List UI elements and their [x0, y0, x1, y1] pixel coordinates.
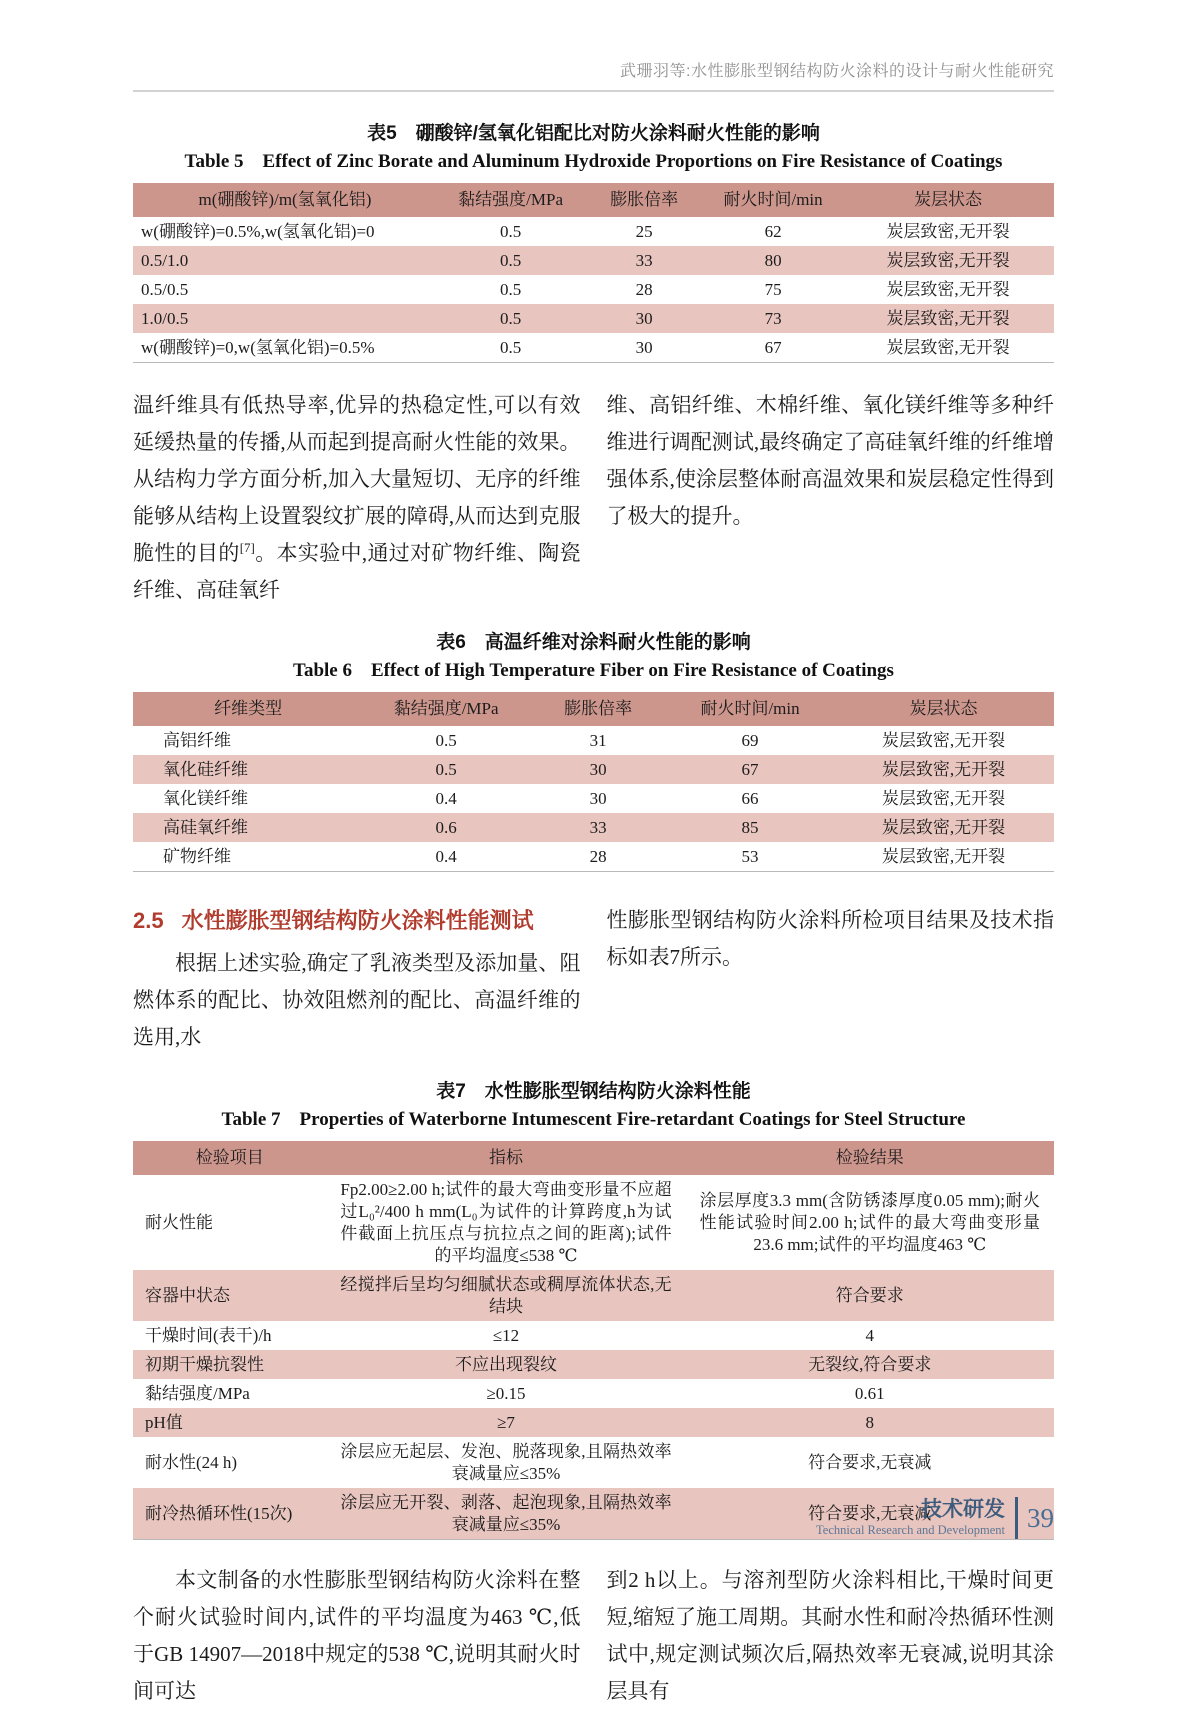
- column-header: 炭层状态: [833, 692, 1054, 726]
- table-cell: 高铝纤维: [163, 730, 231, 750]
- table-7: [133, 1141, 1054, 1540]
- table6-caption-zh: 表6 高温纤维对涂料耐火性能的影响: [436, 632, 751, 653]
- table-cell: 符合要求,无衰减: [686, 1488, 1054, 1540]
- right-column: [607, 902, 1055, 1056]
- column-header: 检验结果: [686, 1141, 1054, 1175]
- table7-caption-zh: 表7 水性膨胀型钢结构防火涂料性能: [436, 1081, 751, 1102]
- table-cell: 0.6: [363, 813, 529, 842]
- table-cell: Fp2.00≥2.00 h;试件的最大弯曲变形量不应超过L₀²/400 h mm(L₀为试件的计算跨度,h为试件截面上抗压点与抗拉点之间的距离);试件的平均温度≤538 ℃: [340, 1179, 672, 1265]
- table-row: [133, 726, 1054, 755]
- table-cell: 不应出现裂纹: [326, 1350, 685, 1379]
- table-row: [133, 784, 1054, 813]
- paragraph-closing-left: 本文制备的水性膨胀型钢结构防火涂料在整个耐火试验时间内,试件的平均温度为463 ℃,低于GB 14907—2018中规定的538 ℃,说明其耐火时间可达: [133, 1568, 581, 1703]
- table-cell: 67: [667, 755, 833, 784]
- table-6: [133, 692, 1054, 872]
- table-cell: 53: [741, 846, 759, 866]
- table-cell: 4: [865, 1325, 875, 1345]
- table-cell: 矿物纤维: [163, 846, 231, 866]
- table-cell: 耐火性能: [145, 1212, 213, 1232]
- column-header: 纤维类型: [133, 692, 363, 726]
- table-cell: 31: [589, 730, 607, 750]
- table-cell: 0.4: [435, 788, 457, 808]
- table-cell: 25: [635, 221, 653, 241]
- table-cell: 容器中状态: [133, 1270, 326, 1321]
- footer-section-en: Technical Research and Development: [816, 1523, 1005, 1537]
- table-cell: 30: [529, 755, 667, 784]
- footer-divider-bar: [1015, 1497, 1018, 1539]
- table-cell: 0.5/0.5: [141, 279, 189, 299]
- table-cell: 33: [529, 813, 667, 842]
- table-cell: ≥7: [326, 1408, 685, 1437]
- text-block-fibers: [133, 387, 1054, 609]
- column-header: 耐火时间/min: [667, 692, 833, 726]
- table6-caption-en: Table 6 Effect of High Temperature Fiber on Fire Resistance of Coatings: [293, 660, 894, 681]
- table-cell: 67: [764, 337, 782, 357]
- table-cell: 0.5: [435, 730, 457, 750]
- table-cell: 初期干燥抗裂性: [133, 1350, 326, 1379]
- running-head: 武珊羽等:水性膨胀型钢结构防火涂料的设计与耐火性能研究: [133, 58, 1054, 92]
- table-row: [133, 1408, 1054, 1437]
- column-header: 黏结强度/MPa: [437, 183, 584, 217]
- table-cell: 33: [584, 246, 704, 275]
- right-column: [607, 1562, 1055, 1710]
- table-cell: 69: [741, 730, 759, 750]
- table-header-row: [133, 692, 1054, 726]
- table-cell: 30: [635, 337, 653, 357]
- table5-caption-en: Table 5 Effect of Zinc Borate and Aluminum Hydroxide Proportions on Fire Resistance of Coatings: [184, 151, 1003, 172]
- table-cell: 炭层致密,无开裂: [881, 846, 1006, 866]
- table-cell: 炭层致密,无开裂: [842, 246, 1054, 275]
- table-cell: 30: [584, 304, 704, 333]
- table-cell: 炭层致密,无开裂: [842, 304, 1054, 333]
- paragraph-text: 温纤维具有低热导率,优异的热稳定性,可以有效延缓热量的传播,从而起到提高耐火性能的效果。从结构力学方面分析,加入大量短切、无序的纤维能够从结构上设置裂纹扩展的障碍,从而达到克服脆性的目的: [133, 393, 581, 565]
- table-row: [133, 842, 1054, 872]
- left-column: [133, 387, 581, 609]
- table-cell: 0.5/1.0: [133, 246, 437, 275]
- table-cell: pH值: [133, 1408, 326, 1437]
- table-cell: w(硼酸锌)=0,w(氢氧化铝)=0.5%: [141, 337, 375, 357]
- table-cell: 28: [589, 846, 607, 866]
- table-cell: 28: [635, 279, 653, 299]
- table-cell: 符合要求: [686, 1270, 1054, 1321]
- table-cell: 8: [686, 1408, 1054, 1437]
- left-column: [133, 1562, 581, 1710]
- table-cell: 62: [764, 221, 782, 241]
- table-cell: 0.4: [435, 846, 457, 866]
- table-cell: 75: [764, 279, 782, 299]
- table-cell: 经搅拌后呈均匀细腻状态或稠厚流体状态,无结块: [326, 1270, 685, 1321]
- column-header: 炭层状态: [842, 183, 1054, 217]
- table-cell: 0.5: [437, 304, 584, 333]
- paragraph-fiber-right: 维、高铝纤维、木棉纤维、氧化镁纤维等多种纤维进行调配测试,最终确定了高硅氧纤维的纤维增强体系,使涂层整体耐高温效果和炭层稳定性得到了极大的提升。: [606, 393, 1054, 528]
- table-cell: 80: [704, 246, 842, 275]
- table-header-row: [133, 183, 1054, 217]
- left-column: [133, 902, 581, 1056]
- right-column: [607, 387, 1055, 609]
- table-row: [133, 246, 1054, 275]
- column-header: 膨胀倍率: [529, 692, 667, 726]
- table-5: [133, 183, 1054, 363]
- table-row: [133, 1175, 1054, 1270]
- table-cell: 73: [704, 304, 842, 333]
- table-row: [133, 275, 1054, 304]
- page-footer: [816, 1497, 1054, 1539]
- table-cell: 耐冷热循环性(15次): [133, 1488, 326, 1540]
- paragraph-text: 。本实验中,通过对矿物纤维、陶瓷纤维、高硅氧纤: [133, 541, 581, 602]
- footer-labels: [816, 1498, 1005, 1538]
- paragraph-fiber-left: [133, 387, 581, 609]
- table-cell: 氧化镁纤维: [163, 788, 248, 808]
- text-block-section25: [133, 902, 1054, 1056]
- table-row: [133, 755, 1054, 784]
- table-row: [133, 304, 1054, 333]
- table-cell: 涂层应无起层、发泡、脱落现象,且隔热效率衰减量应≤35%: [340, 1441, 672, 1483]
- page-number: 39: [1027, 1502, 1054, 1533]
- column-header: 耐火时间/min: [704, 183, 842, 217]
- text-block-closing: [133, 1562, 1054, 1710]
- table-cell: ≥0.15: [486, 1383, 526, 1403]
- table-cell: 1.0/0.5: [133, 304, 437, 333]
- table-row: [133, 1321, 1054, 1350]
- table-cell: 炭层致密,无开裂: [886, 279, 1010, 299]
- paragraph-closing-right: 到2 h以上。与溶剂型防火涂料相比,干燥时间更短,缩短了施工周期。其耐水性和耐冷热循环性测试中,规定测试频次后,隔热效率无衰减,说明其涂层具有: [606, 1568, 1054, 1703]
- table-cell: 0.61: [854, 1383, 885, 1403]
- table7-caption-en: Table 7 Properties of Waterborne Intumescent Fire-retardant Coatings for Steel Structure: [221, 1109, 966, 1130]
- table-cell: 66: [741, 788, 759, 808]
- column-header: 黏结强度/MPa: [363, 692, 529, 726]
- table5-caption-zh: 表5 硼酸锌/氢氧化铝配比对防火涂料耐火性能的影响: [367, 123, 820, 144]
- table-cell: 炭层致密,无开裂: [833, 755, 1054, 784]
- table-cell: 0.5: [437, 246, 584, 275]
- table-row: [133, 333, 1054, 363]
- column-header: m(硼酸锌)/m(氢氧化铝): [133, 183, 437, 217]
- footer-section-zh: 技术研发: [921, 1498, 1005, 1521]
- column-header: 指标: [326, 1141, 685, 1175]
- table-cell: 炭层致密,无开裂: [881, 730, 1006, 750]
- table-cell: 0.5: [499, 221, 522, 241]
- paragraph-section-left: 根据上述实验,确定了乳液类型及添加量、阻燃体系的配比、协效阻燃剂的配比、高温纤维的选用,水: [133, 951, 581, 1049]
- section-number: 2.5: [133, 908, 164, 933]
- table-row: [133, 1350, 1054, 1379]
- table-cell: 30: [589, 788, 607, 808]
- table-cell: 符合要求,无衰减: [808, 1452, 932, 1472]
- table-cell: 炭层致密,无开裂: [886, 221, 1010, 241]
- table-cell: 0.5: [499, 279, 522, 299]
- table-cell: 无裂纹,符合要求: [686, 1350, 1054, 1379]
- table-cell: 黏结强度/MPa: [145, 1383, 250, 1403]
- table-header-row: [133, 1141, 1054, 1175]
- column-header: 膨胀倍率: [584, 183, 704, 217]
- table-row: [133, 1270, 1054, 1321]
- table-cell: 炭层致密,无开裂: [881, 788, 1006, 808]
- table-cell: ≤12: [492, 1325, 520, 1345]
- table-row: [133, 217, 1054, 246]
- table-cell: w(硼酸锌)=0.5%,w(氢氧化铝)=0: [141, 221, 375, 241]
- table-cell: 85: [667, 813, 833, 842]
- table-cell: 高硅氧纤维: [133, 813, 363, 842]
- table-cell: 涂层厚度3.3 mm(含防锈漆厚度0.05 mm);耐火性能试验时间2.00 h;试件的最大弯曲变形量23.6 mm;试件的平均温度463 ℃: [699, 1190, 1040, 1254]
- section-heading-2-5: [133, 904, 581, 935]
- citation-ref-7: [7]: [239, 540, 255, 555]
- table-cell: 炭层致密,无开裂: [833, 813, 1054, 842]
- table-row: [133, 1379, 1054, 1408]
- table-cell: 干燥时间(表干)/h: [145, 1325, 272, 1345]
- table-cell: 0.5: [363, 755, 529, 784]
- section-title: 水性膨胀型钢结构防火涂料性能测试: [181, 908, 534, 933]
- table-cell: 耐水性(24 h): [145, 1452, 238, 1472]
- table-cell: 炭层致密,无开裂: [886, 337, 1010, 357]
- table-cell: 0.5: [499, 337, 522, 357]
- table-row: [133, 813, 1054, 842]
- column-header: 检验项目: [133, 1141, 326, 1175]
- paragraph-section-right: 性膨胀型钢结构防火涂料所检项目结果及技术指标如表7所示。: [606, 908, 1054, 969]
- table-cell: 涂层应无开裂、剥落、起泡现象,且隔热效率衰减量应≤35%: [326, 1488, 685, 1540]
- table-cell: 氧化硅纤维: [133, 755, 363, 784]
- table-row: [133, 1437, 1054, 1488]
